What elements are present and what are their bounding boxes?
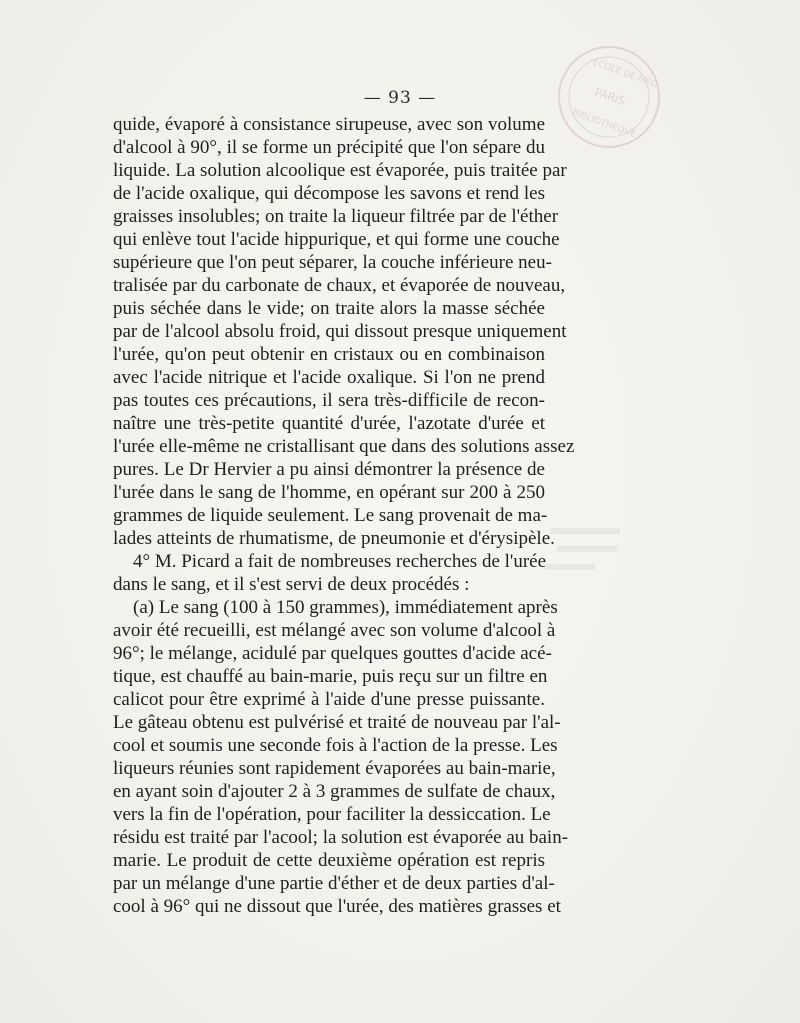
text-line: tralisée par du carbonate de chaux, et évaporée de nouveau, [113,275,566,296]
text-line: avec l'acide nitrique et l'acide oxalique. Si l'on ne prend [113,367,545,388]
text-line: grammes de liquide seulement. Le sang provenait de ma- [113,505,548,526]
text-line: qui enlève tout l'acide hippurique, et qui forme une couche [113,229,560,250]
text-line: Le gâteau obtenu est pulvérisé et traité de nouveau par l'al- [113,712,561,733]
text-line: pas toutes ces précautions, il sera très-difficile de recon- [113,390,545,411]
text-line: tique, est chauffé au bain-marie, puis reçu sur un filtre en [113,666,548,687]
text-line: l'urée elle-même ne cristallisant que dans des solutions assez [113,436,575,457]
text-line: cool à 96° qui ne dissout que l'urée, des matières grasses et [113,896,561,917]
text-line: naître une très-petite quantité d'urée, l'azotate d'urée et [113,413,545,434]
text-line: de l'acide oxalique, qui décompose les savons et rend les [113,183,545,204]
text-line: supérieure que l'on peut séparer, la couche inférieure neu- [113,252,552,273]
text-line: dans le sang, et il s'est servi de deux procédés : [113,574,470,595]
ink-bleed-through-icon [545,520,635,580]
page-number: — 93 — [363,88,437,108]
text-line: l'urée dans le sang de l'homme, en opérant sur 200 à 250 [113,482,545,503]
text-line: pures. Le Dr Hervier a pu ainsi démontrer la présence de [113,459,545,480]
text-line: quide, évaporé à consistance sirupeuse, avec son volume [113,114,545,135]
text-line: puis séchée dans le vide; on traite alors la masse séchée [113,298,545,319]
text-line: liquide. La solution alcoolique est évaporée, puis traitée par [113,160,567,181]
text-line: d'alcool à 90°, il se forme un précipité que l'on sépare du [113,137,545,158]
text-line: avoir été recueilli, est mélangé avec son volume d'alcool à [113,620,556,641]
text-line: graisses insolubles; on traite la liqueur filtrée par de l'éther [113,206,559,227]
text-line: en ayant soin d'ajouter 2 à 3 grammes de sulfate de chaux, [113,781,556,802]
text-line: par de l'alcool absolu froid, qui dissout presque uniquement [113,321,567,342]
svg-text:PARIS: PARIS [592,85,627,109]
text-line: cool et soumis une seconde fois à l'action de la presse. Les [113,735,558,756]
text-line: vers la fin de l'opération, pour faciliter la dessiccation. Le [113,804,551,825]
svg-text:BIBLIOTHÈQUE: BIBLIOTHÈQUE [570,107,638,141]
svg-text:ÉCOLE DE MÉD.: ÉCOLE DE MÉD. [591,57,662,92]
text-line: marie. Le produit de cette deuxième opération est repris [113,850,545,871]
text-line: résidu est traité par l'acool; la solution est évaporée au bain- [113,827,569,848]
text-line: l'urée, qu'on peut obtenir en cristaux ou en combinaison [113,344,545,365]
text-line: 4° M. Picard a fait de nombreuses recherches de l'urée [133,551,547,572]
text-line: (a) Le sang (100 à 150 grammes), immédiatement après [133,597,558,618]
text-line: par un mélange d'une partie d'éther et de deux parties d'al- [113,873,555,894]
text-line: lades atteints de rhumatisme, de pneumonie et d'érysipèle. [113,528,555,549]
text-line: calicot pour être exprimé à l'aide d'une presse puissante. [113,689,545,710]
text-line: liqueurs réunies sont rapidement évaporées au bain-marie, [113,758,556,779]
body-text [113,113,575,918]
text-line: 96°; le mélange, acidulé par quelques gouttes d'acide acé- [113,643,552,664]
